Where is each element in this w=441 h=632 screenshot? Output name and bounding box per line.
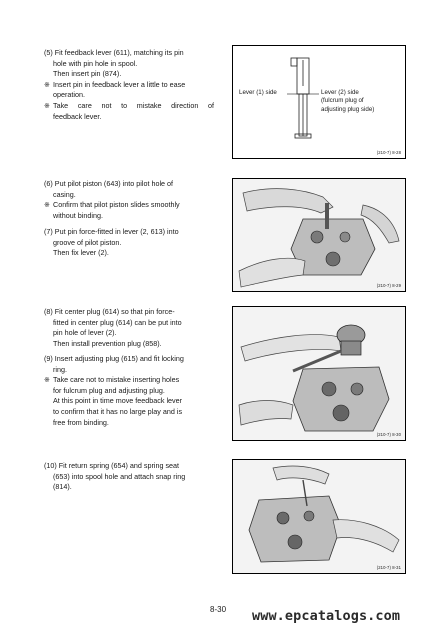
note-line: operation.: [53, 90, 85, 100]
page-number: 8-30: [210, 605, 227, 614]
step-10-line: (653) into spool hole and attach snap ring: [53, 471, 186, 481]
figure-code: (210-7) 8-30: [376, 432, 401, 437]
note-line: free from binding.: [53, 417, 109, 427]
lever-2-label-line: Lever (2) side: [321, 89, 359, 96]
watermark: www.epcatalogs.com: [252, 608, 401, 624]
step-9: [44, 354, 214, 428]
figure-pilot-piston-photo: [232, 178, 406, 292]
step-8: [44, 307, 214, 349]
lever-1-label: Lever (1) side: [239, 89, 277, 96]
step-6: [44, 179, 214, 221]
step-8-line: (8) Fit center plug (614) so that pin force-: [44, 307, 175, 316]
note-line: ※ Insert pin in feedback lever a little to ease: [53, 79, 186, 89]
lever-2-label-line: adjusting plug side): [321, 105, 375, 113]
note-line: At this point in time move feedback lever: [53, 396, 183, 406]
step-9-line: (9) Insert adjusting plug (615) and fit locking: [44, 354, 184, 363]
step-5-line: Then insert pin (874).: [53, 69, 122, 79]
figure-center-plug-photo: [232, 306, 406, 441]
step-8-line: pin hole of lever (2).: [53, 328, 117, 338]
step-8-line: fitted in center plug (614) can be put into: [53, 317, 182, 327]
lever-diagram: [233, 46, 405, 158]
step-9-note: [44, 375, 214, 428]
step-9-line: ring.: [53, 364, 67, 374]
figure-code: (210-7) 8-29: [376, 283, 401, 288]
figure-return-spring-photo: [232, 459, 406, 574]
step-5-note-2: [44, 101, 214, 122]
step-10: [44, 461, 214, 493]
note-line: ※ Take care not to mistake direction of: [53, 100, 214, 110]
figure-code: (210-7) 8-31: [376, 565, 401, 570]
lever-2-label: [321, 89, 374, 114]
center-plug-photo: [233, 307, 405, 440]
note-line: ※ Confirm that pilot piston slides smoothly: [53, 200, 180, 210]
note-line: feedback lever.: [53, 111, 102, 121]
step-7-line: (7) Put pin force-fitted in lever (2, 613) into: [44, 227, 179, 236]
step-8-line: Then install prevention plug (858).: [53, 338, 162, 348]
figure-code: (210-7) 8-28: [376, 150, 401, 155]
step-7-line: Then fix lever (2).: [53, 248, 109, 258]
note-line: for fulcrum plug and adjusting plug.: [53, 385, 165, 395]
step-6-note: [44, 200, 214, 221]
step-5-line: (5) Fit feedback lever (611), matching its pin: [44, 48, 184, 57]
note-line: to confirm that it has no large play and is: [53, 406, 183, 416]
step-5-note-1: [44, 80, 214, 101]
step-6-line: casing.: [53, 189, 76, 199]
lever-2-label-line: (fulcrum plug of: [321, 97, 364, 105]
pilot-piston-photo: [233, 179, 405, 291]
note-line: without binding.: [53, 210, 103, 220]
figure-lever-diagram: [232, 45, 406, 159]
step-7: [44, 227, 214, 259]
step-10-line: (10) Fit return spring (654) and spring seat: [44, 461, 180, 470]
step-5-line: hole with pin hole in spool.: [53, 58, 138, 68]
return-spring-photo: [233, 460, 405, 573]
step-6-line: (6) Put pilot piston (643) into pilot hole of: [44, 179, 174, 188]
note-line: ※ Take care not to mistake inserting holes: [53, 375, 180, 385]
step-7-line: groove of pilot piston.: [53, 237, 122, 247]
step-10-line: (814).: [53, 482, 72, 492]
step-5: [44, 48, 214, 122]
